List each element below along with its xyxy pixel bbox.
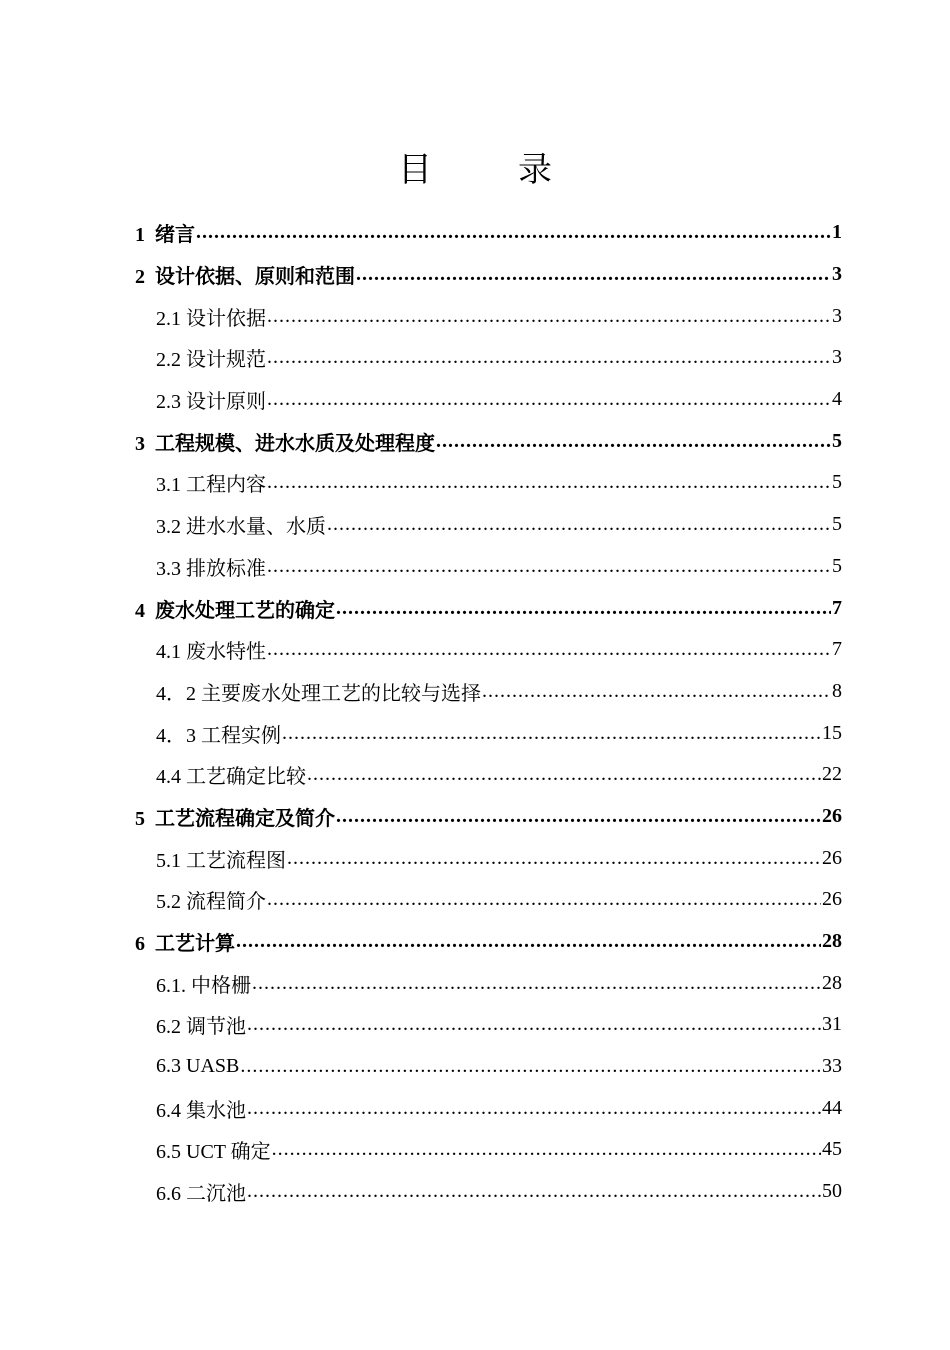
toc-entry-number: 3 bbox=[135, 432, 145, 455]
toc-entry[interactable] bbox=[0, 671, 950, 713]
toc-page-number: 33 bbox=[822, 1055, 842, 1078]
toc-page-number: 26 bbox=[822, 846, 842, 869]
toc-entry-text: 中格栅 bbox=[191, 974, 251, 997]
toc-entry-label bbox=[156, 1177, 246, 1206]
toc-entry[interactable] bbox=[0, 629, 950, 671]
toc-entry-label bbox=[156, 468, 266, 497]
toc-entry-number: 3.1 bbox=[156, 474, 181, 497]
toc-entry-text: 设计依据、原则和范围 bbox=[155, 266, 355, 289]
dot-leader bbox=[247, 1097, 821, 1120]
toc-page-number: 5 bbox=[832, 471, 842, 494]
toc-entry[interactable] bbox=[0, 504, 950, 546]
dot-leader bbox=[247, 1013, 821, 1036]
toc-entry[interactable] bbox=[0, 295, 950, 337]
toc-entry[interactable] bbox=[0, 462, 950, 504]
toc-entry-text: 排放标准 bbox=[186, 557, 266, 580]
toc-entry[interactable] bbox=[0, 420, 950, 462]
toc-page-number: 3 bbox=[832, 263, 842, 286]
toc-entry[interactable] bbox=[0, 754, 950, 796]
toc-entry-label bbox=[156, 1055, 239, 1078]
dot-leader bbox=[236, 930, 821, 953]
dot-leader bbox=[327, 513, 831, 536]
dot-leader bbox=[307, 763, 821, 786]
toc-entry-label bbox=[156, 1094, 246, 1123]
dot-leader bbox=[287, 847, 821, 870]
toc-entry-number: 5 bbox=[135, 807, 145, 830]
toc-entry[interactable] bbox=[0, 879, 950, 921]
toc-entry-text: 流程简介 bbox=[186, 891, 266, 914]
toc-page-number: 50 bbox=[822, 1180, 842, 1203]
toc-entry-text: 工艺流程图 bbox=[186, 849, 286, 872]
toc-page-number: 3 bbox=[832, 346, 842, 369]
toc-entry-label bbox=[156, 1010, 246, 1039]
toc-page-number: 28 bbox=[822, 930, 842, 953]
toc-page-number: 22 bbox=[822, 763, 842, 786]
toc-page-number: 7 bbox=[832, 596, 842, 619]
toc-page-number: 3 bbox=[832, 304, 842, 327]
toc-page-number: 7 bbox=[832, 638, 842, 661]
toc-entry-text: 进水水量、水质 bbox=[186, 516, 326, 539]
dot-leader bbox=[272, 1138, 821, 1161]
dot-leader bbox=[336, 805, 821, 828]
toc-entry-label bbox=[135, 802, 335, 831]
toc-entry-label bbox=[156, 760, 306, 789]
toc-page-number: 4 bbox=[832, 388, 842, 411]
toc-entry[interactable] bbox=[0, 796, 950, 838]
toc-page-number: 8 bbox=[832, 679, 842, 702]
toc-entry-label bbox=[135, 927, 235, 956]
toc-entry-number: 6.4 bbox=[156, 1099, 181, 1122]
toc-page-number: 5 bbox=[832, 554, 842, 577]
toc-page-number: 31 bbox=[822, 1013, 842, 1036]
toc-entry[interactable] bbox=[0, 212, 950, 254]
toc-entry[interactable] bbox=[0, 837, 950, 879]
toc-entry-text: 绪言 bbox=[155, 224, 195, 247]
toc-entry-label bbox=[156, 885, 266, 914]
dot-leader bbox=[282, 722, 821, 745]
toc-entry-number: 4．2 bbox=[156, 682, 196, 705]
toc-page-number: 15 bbox=[822, 721, 842, 744]
toc-entry[interactable] bbox=[0, 921, 950, 963]
toc-entry-text: 设计依据 bbox=[186, 307, 266, 330]
toc-entry-number: 2.1 bbox=[156, 307, 181, 330]
toc-page-number: 5 bbox=[832, 429, 842, 452]
toc-entry-text: 二沉池 bbox=[186, 1183, 246, 1206]
dot-leader bbox=[482, 680, 831, 703]
toc-entry-label bbox=[156, 302, 266, 331]
toc-entry-number: 6.2 bbox=[156, 1016, 181, 1039]
toc-entry-label bbox=[156, 510, 326, 539]
dot-leader bbox=[267, 346, 831, 369]
toc-entry-number: 5.2 bbox=[156, 891, 181, 914]
toc-page-number: 26 bbox=[822, 888, 842, 911]
toc-entry[interactable] bbox=[0, 1087, 950, 1129]
toc-entry[interactable] bbox=[0, 1046, 950, 1088]
toc-entry-label bbox=[135, 427, 435, 456]
toc-entry-label bbox=[156, 635, 266, 664]
toc-page-number: 26 bbox=[822, 804, 842, 827]
toc-entry-text: 调节池 bbox=[186, 1016, 246, 1039]
toc-entry[interactable] bbox=[0, 379, 950, 421]
toc-entry-label bbox=[156, 677, 481, 706]
dot-leader bbox=[356, 263, 831, 286]
toc-entry-number: 6 bbox=[135, 933, 145, 956]
dot-leader bbox=[252, 972, 821, 995]
toc-entry-label bbox=[156, 552, 266, 581]
toc-entry-label bbox=[135, 260, 355, 289]
toc-page-number: 45 bbox=[822, 1138, 842, 1161]
toc-entry[interactable] bbox=[0, 1129, 950, 1171]
toc-entry-number: 4．3 bbox=[156, 724, 196, 747]
toc-entry-number: 6.5 bbox=[156, 1141, 181, 1164]
toc-list bbox=[0, 212, 950, 1213]
toc-entry-label bbox=[156, 969, 251, 998]
toc-entry-text: 工程内容 bbox=[186, 474, 266, 497]
toc-entry-number: 6.6 bbox=[156, 1183, 181, 1206]
toc-entry-number: 6.3 bbox=[156, 1055, 181, 1078]
toc-entry-number: 4.1 bbox=[156, 641, 181, 664]
toc-entry-number: 2 bbox=[135, 266, 145, 289]
toc-entry-text: UCT 确定 bbox=[186, 1141, 271, 1164]
toc-page-number: 1 bbox=[832, 221, 842, 244]
toc-entry-text: 工艺流程确定及简介 bbox=[155, 807, 335, 830]
toc-entry-text: 废水处理工艺的确定 bbox=[155, 599, 335, 622]
toc-entry-label bbox=[135, 218, 195, 247]
toc-entry-label bbox=[135, 594, 335, 623]
toc-entry-number: 3.3 bbox=[156, 557, 181, 580]
dot-leader bbox=[247, 1180, 821, 1203]
toc-entry-text: 集水池 bbox=[186, 1099, 246, 1122]
toc-entry-label bbox=[156, 719, 281, 748]
toc-entry-number: 6.1. bbox=[156, 974, 186, 997]
toc-entry[interactable] bbox=[0, 546, 950, 588]
toc-entry-label bbox=[156, 1135, 271, 1164]
toc-entry-text: 工艺计算 bbox=[155, 933, 235, 956]
dot-leader bbox=[196, 221, 831, 244]
toc-entry-number: 4.4 bbox=[156, 766, 181, 789]
dot-leader bbox=[240, 1055, 821, 1078]
toc-entry-text: 设计原则 bbox=[186, 391, 266, 414]
toc-entry-text: 工艺确定比较 bbox=[186, 766, 306, 789]
page-title: 目 录 bbox=[398, 152, 578, 189]
toc-entry-text: UASB bbox=[186, 1055, 240, 1078]
toc-entry[interactable] bbox=[0, 337, 950, 379]
dot-leader bbox=[267, 388, 831, 411]
toc-page-number: 28 bbox=[822, 971, 842, 994]
toc-page-number: 44 bbox=[822, 1096, 842, 1119]
dot-leader bbox=[436, 430, 831, 453]
toc-entry[interactable] bbox=[0, 712, 950, 754]
toc-entry-number: 4 bbox=[135, 599, 145, 622]
toc-entry-text: 废水特性 bbox=[186, 641, 266, 664]
toc-page-number: 5 bbox=[832, 513, 842, 536]
toc-entry-text: 工程规模、进水水质及处理程度 bbox=[155, 432, 435, 455]
dot-leader bbox=[267, 471, 831, 494]
dot-leader bbox=[267, 555, 831, 578]
toc-entry[interactable] bbox=[0, 587, 950, 629]
toc-entry-number: 2.2 bbox=[156, 349, 181, 372]
toc-entry-number: 1 bbox=[135, 224, 145, 247]
toc-entry-number: 2.3 bbox=[156, 391, 181, 414]
dot-leader bbox=[336, 597, 831, 620]
toc-entry-label bbox=[156, 844, 286, 873]
toc-entry-text: 工程实例 bbox=[201, 724, 281, 747]
toc-entry-text: 主要废水处理工艺的比较与选择 bbox=[201, 682, 481, 705]
dot-leader bbox=[267, 638, 831, 661]
dot-leader bbox=[267, 888, 821, 911]
toc-entry[interactable] bbox=[0, 962, 950, 1004]
toc-entry[interactable] bbox=[0, 1171, 950, 1213]
toc-entry-label bbox=[156, 343, 266, 372]
toc-entry[interactable] bbox=[0, 254, 950, 296]
toc-entry-label bbox=[156, 385, 266, 414]
toc-entry-text: 设计规范 bbox=[186, 349, 266, 372]
dot-leader bbox=[267, 305, 831, 328]
toc-entry-number: 5.1 bbox=[156, 849, 181, 872]
toc-entry-number: 3.2 bbox=[156, 516, 181, 539]
toc-entry[interactable] bbox=[0, 1004, 950, 1046]
